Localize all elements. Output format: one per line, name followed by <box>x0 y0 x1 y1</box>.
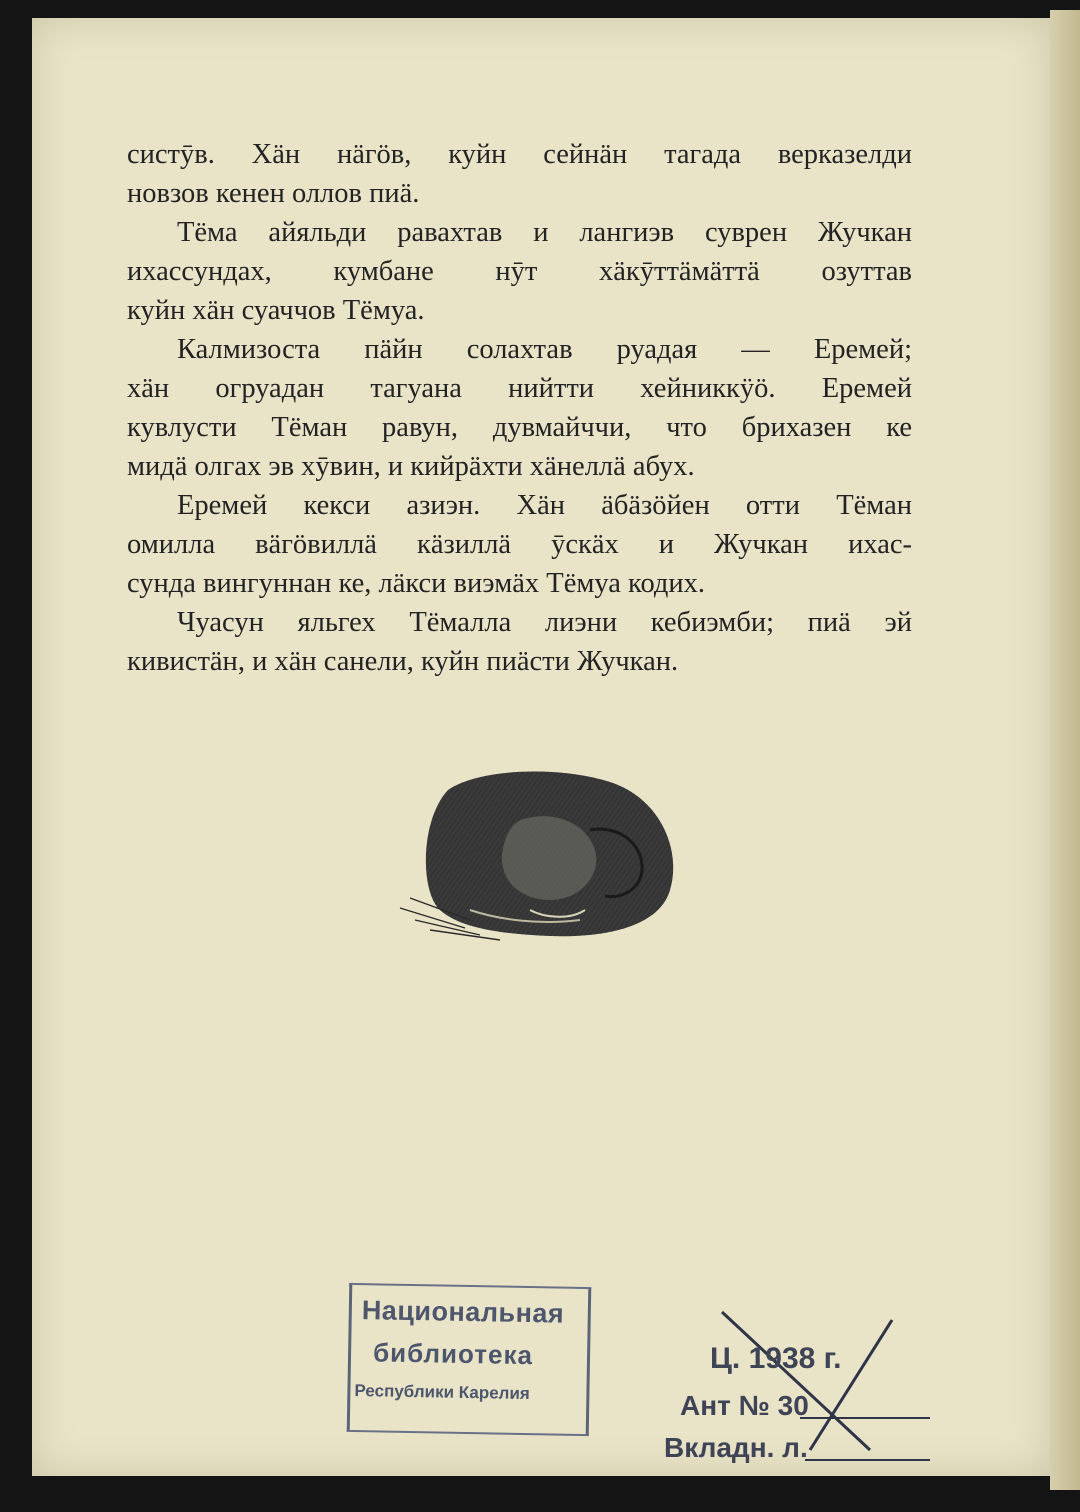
book-spine-edge <box>1050 10 1080 1490</box>
inventory-stamp <box>630 1300 930 1470</box>
text-line: хӓн огруадан тагуана нийтти хейниккӱӧ. Еремей <box>127 373 912 404</box>
text-line: куйн хӓн суаччов Тёмуа. <box>127 295 425 326</box>
paragraph-1 <box>127 135 912 213</box>
text-line: Калмизоста пӓйн солахтав руадая — Еремей; <box>177 334 912 365</box>
paragraph-5 <box>127 603 912 681</box>
inventory-number: Ант № 30 <box>680 1390 809 1421</box>
text-line: кувлусти Тёман равун, дувмайччи, что брихазен ке <box>127 412 912 443</box>
stamp-line: Национальная <box>361 1295 565 1329</box>
text-line: систӯв. Хӓн нӓгӧв, куйн сейнӓн тагада верказелди <box>127 139 912 170</box>
text-line: новзов кенен оллов пиӓ. <box>127 178 420 209</box>
text-line: омилла вӓгӧвиллӓ кӓзиллӓ ӯскӓх и Жучкан ихас- <box>127 529 912 560</box>
text-line: кивистӓн, и хӓн санели, куйн пиӓсти Жучкан. <box>127 646 679 677</box>
text-line: Тёма айяльди равахтав и лангиэв суврен Жучкан <box>177 217 912 248</box>
stamp-line: библиотека <box>372 1337 534 1371</box>
inventory-sheets: Вкладн. л. <box>664 1432 808 1463</box>
paragraph-4 <box>127 486 912 603</box>
body-text <box>127 135 912 681</box>
text-line: сунда вингуннан ке, лӓкси виэмӓх Тёмуа кодих. <box>127 568 706 599</box>
text-line: ихассундах, кумбане нӯт хӓкӯттӓмӓттӓ озуттав <box>127 256 912 287</box>
sleeping-dog-illustration <box>370 760 680 945</box>
library-stamp <box>347 1283 592 1436</box>
text-line: Еремей кекси азиэн. Хӓн ӓбӓзӧйен отти Тёман <box>177 490 912 521</box>
paragraph-3 <box>127 330 912 486</box>
stamp-line: Республики Карелия <box>354 1381 530 1404</box>
text-line: Чуасун яльгех Тёмалла лиэни кебиэмби; пиӓ эй <box>177 607 912 638</box>
paragraph-2 <box>127 213 912 330</box>
text-line: мидӓ олгах эв хӯвин, и кийрӓхти хӓнеллӓ абух. <box>127 451 695 482</box>
inventory-year: Ц. 1938 г. <box>710 1342 842 1375</box>
